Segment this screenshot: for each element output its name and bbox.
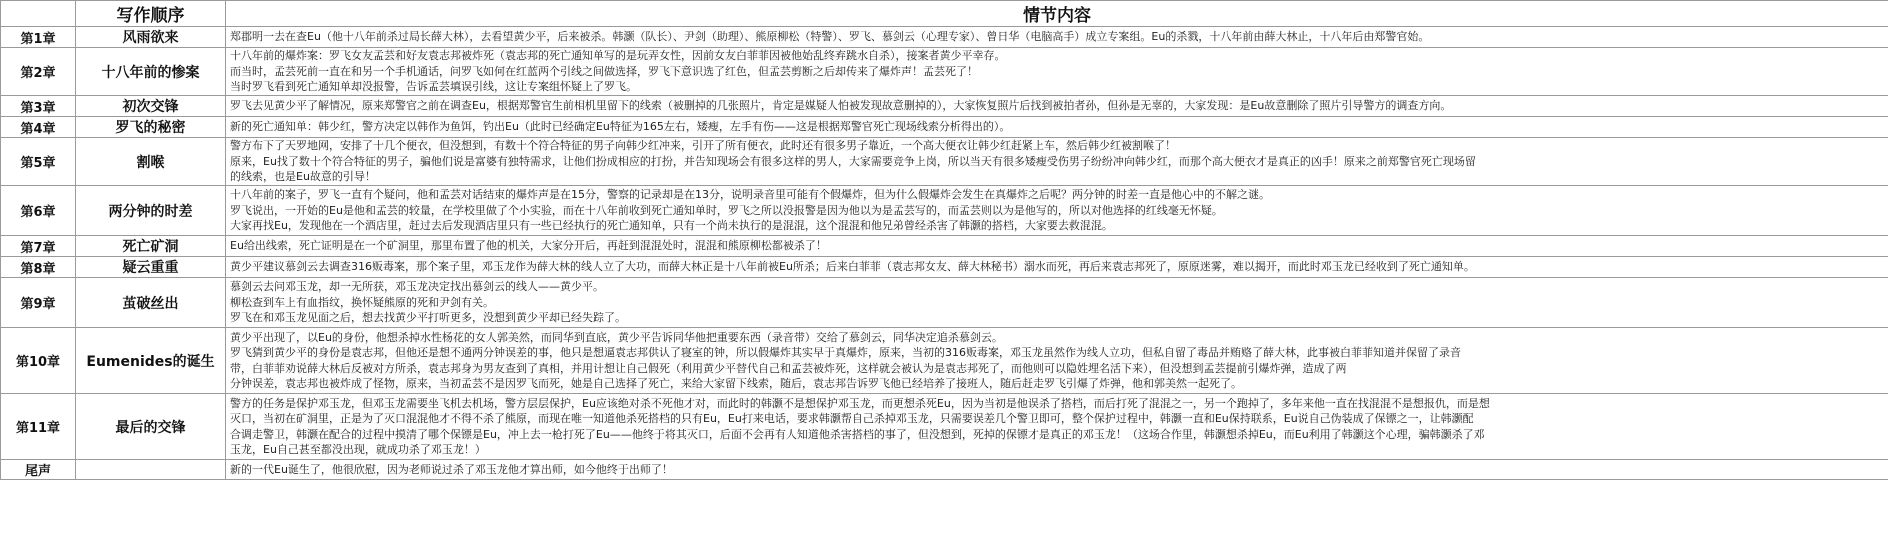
plot-line: 十八年前的案子，罗飞一直有个疑问，他和孟芸对话结束的爆炸声是在15分，警察的记录却是在13分，说明录音里可能有个假爆炸，但为什么假爆炸会发生在真爆炸之后呢？两分钟的时差一直是他心中的不解之谜。 [230, 188, 1270, 202]
chapter-title-cell[interactable]: 十八年前的惨案 [76, 48, 226, 96]
plot-line: 柳松查到车上有血指纹，换怀疑熊原的死和尹剑有关。 [230, 295, 494, 309]
plot-line: 罗飞在和邓玉龙见面之后，想去找黄少平打听更多，没想到黄少平却已经失踪了。 [230, 311, 626, 325]
table-row [1, 186, 1888, 236]
plot-line: Eu给出线索，死亡证明是在一个矿洞里，那里布置了他的机关，大家分开后，再赶到混混处时，混混和熊原柳松都被杀了！ [230, 239, 827, 253]
chapter-cell[interactable]: 第11章 [1, 394, 76, 460]
table-row [1, 138, 1888, 186]
table-row [1, 96, 1888, 117]
table-row [1, 460, 1888, 480]
chapter-cell[interactable]: 第10章 [1, 328, 76, 394]
plot-line: 带，白菲菲劝说薛大林后反被对方所杀，袁志邦身为男友查到了真相，并用计想让自己假死（利用黄少平替代自己和孟芸被炸死，这样就会被认为是袁志邦死了，而他则可以隐姓埋名活下来），但没想到孟芸提前引爆炸弹，造成了两 [230, 361, 1347, 375]
table-row [1, 27, 1888, 48]
plot-line: 慕剑云去问邓玉龙，却一无所获，邓玉龙决定找出慕剑云的线人——黄少平。 [230, 280, 604, 294]
chapter-title-cell[interactable]: 割喉 [76, 138, 226, 186]
chapter-title-cell[interactable]: 罗飞的秘密 [76, 117, 226, 138]
plot-line: 罗飞说出，一开始的Eu是他和孟芸的较量，在学校里做了个小实验，而在十八年前收到死亡通知单时，罗飞之所以没报警是因为他以为是孟芸写的，而孟芸则以为是他写的，所以对他选择的红线毫无怀疑。 [230, 203, 1223, 217]
plot-line: 当时罗飞看到死亡通知单却没报警，告诉孟芸填误引线，这让专案组怀疑上了罗飞。 [230, 80, 637, 94]
chapter-title-cell[interactable]: Eumenides的诞生 [76, 328, 226, 394]
plot-line: 的线索，也是Eu故意的引导！ [230, 170, 376, 184]
plot-line: 警方布下了天罗地网，安排了十几个便衣，但没想到，有数十个符合特征的男子向韩少红冲来，引开了所有便衣，此时还有很多男子靠近，一个高大便衣让韩少红赶紧上车，然后韩少红被割喉了！ [230, 139, 1176, 153]
plot-line: 警方的任务是保护邓玉龙，但邓玉龙需要坐飞机去机场，警方层层保护，Eu应该绝对杀不死他才对，而此时的韩灏不是想保护邓玉龙，而更想杀死Eu，因为当初是他误杀了搭档，而后打死了混混之一，另一个跑掉了，多年来他一直在找混混不是想报仇，而是想 [230, 396, 1490, 410]
plot-content-cell[interactable] [226, 96, 1888, 117]
plot-line: 合调走警卫，韩灏在配合的过程中摸清了哪个保镖是Eu，冲上去一枪打死了Eu——他终于将其灭口，后面不会再有人知道他杀害搭档的事了，但没想到，死掉的保镖才是真正的邓玉龙！（这场合作里，韩灏想杀掉Eu，而Eu利用了韩灏这个心理，骗韩灏杀了邓 [230, 427, 1485, 441]
plot-content-cell[interactable] [226, 328, 1888, 394]
plot-content-cell[interactable] [226, 460, 1888, 480]
plot-content-cell[interactable] [226, 27, 1888, 48]
table-row [1, 48, 1888, 96]
table-row [1, 257, 1888, 278]
plot-line: 大家再找Eu，发现他在一个酒店里，赶过去后发现酒店里只有一些已经执行的死亡通知单，只有一个尚未执行的是混混，这个混混和他兄弟曾经杀害了韩灏的搭档，大家要去救混混。 [230, 219, 1113, 233]
plot-line: 黄少平出现了，以Eu的身份，他想杀掉水性杨花的女人郭美然，而同华到直底，黄少平告诉同华他把重要东西（录音带）交给了慕剑云，同华决定追杀慕剑云。 [230, 330, 1003, 344]
chapter-cell[interactable]: 第7章 [1, 236, 76, 257]
plot-line: 新的死亡通知单：韩少红，警方决定以韩作为鱼饵，钓出Eu（此时已经确定Eu特征为165左右，矮瘦，左手有伤——这是根据郑警官死亡现场线索分析得出的）。 [230, 120, 1011, 134]
plot-line: 灭口，当初在矿洞里，正是为了灭口混混他才不得不杀了熊原，而现在唯一知道他杀死搭档的只有Eu，Eu打来电话，要求韩灏帮自己杀掉邓玉龙，只需要误差几个警卫即可，整个保护过程中，韩灏一直和Eu保持联系，Eu说自己伪装成了保镖之一，让韩灏配 [230, 412, 1474, 425]
chapter-cell[interactable]: 第2章 [1, 48, 76, 96]
chapter-title-cell[interactable]: 初次交锋 [76, 96, 226, 117]
header-plot-content: 情节内容 [226, 1, 1888, 27]
plot-line: 黄少平建议慕剑云去调查316贩毒案，那个案子里，邓玉龙作为薛大林的线人立了大功，而薛大林正是十八年前被Eu所杀；后来白菲菲（袁志邦女友、薛大林秘书）溺水而死，再后来袁志邦死了，原原迷雾，难以揭开，而此时邓玉龙已经收到了死亡通知单。 [230, 260, 1475, 274]
chapter-title-cell[interactable]: 风雨欲来 [76, 27, 226, 48]
chapter-cell[interactable]: 第5章 [1, 138, 76, 186]
plot-line: 罗飞去见黄少平了解情况，原来郑警官之前在调查Eu，根据郑警官生前相机里留下的线索（被删掉的几张照片，肯定是媒疑人怕被发现故意删掉的），大家恢复照片后找到被拍者孙，但孙是无辜的，大家发现：是Eu故意删除了照片引导警方的调查方向。 [230, 99, 1452, 113]
table-row [1, 117, 1888, 138]
chapter-title-cell[interactable]: 两分钟的时差 [76, 186, 226, 236]
chapter-title-cell[interactable]: 茧破丝出 [76, 278, 226, 328]
plot-line: 新的一代Eu诞生了，他很欣慰，因为老师说过杀了邓玉龙他才算出师，如今他终于出师了！ [230, 462, 673, 476]
plot-content-cell[interactable] [226, 278, 1888, 328]
plot-line: 玉龙，Eu自己甚至都没出现，就成功杀了邓玉龙！） [230, 443, 486, 456]
header-row [1, 1, 1888, 27]
plot-line: 罗飞猜到黄少平的身份是袁志邦，但他还是想不通两分钟误差的事，他只是想逼袁志邦供认了寝室的钟，所以假爆炸其实早于真爆炸，原来，当初的316贩毒案，邓玉龙虽然作为线人立功，但私自留了毒品并贿赂了薛大林，此事被白菲菲知道并保留了录音 [230, 346, 1461, 359]
chapter-title-cell[interactable]: 最后的交锋 [76, 394, 226, 460]
chapter-title-cell[interactable]: 疑云重重 [76, 257, 226, 278]
chapter-cell[interactable]: 第4章 [1, 117, 76, 138]
header-writing-order: 写作顺序 [76, 1, 226, 27]
plot-content-cell[interactable] [226, 117, 1888, 138]
chapter-cell[interactable]: 第1章 [1, 27, 76, 48]
chapter-cell[interactable]: 第6章 [1, 186, 76, 236]
plot-line: 郑郡明一去在查Eu（他十八年前杀过局长薛大林），去看望黄少平，后来被杀。韩灏（队长）、尹剑（助理）、熊原柳松（特警）、罗飞、慕剑云（心理专家）、曾日华（电脑高手）成立专案组。Eu的杀戮，十八年前由薛大林止，十八年后由郑警官始。 [230, 30, 1430, 44]
chapter-cell[interactable]: 第8章 [1, 257, 76, 278]
plot-content-cell[interactable] [226, 257, 1888, 278]
plot-line: 而当时，孟芸死前一直在和另一个手机通话，问罗飞如何在红蓝两个引线之间做选择，罗飞下意识选了红色，但孟芸剪断之后却传来了爆炸声！孟芸死了！ [230, 64, 978, 78]
plot-line: 原来，Eu找了数十个符合特征的男子，骗他们说是富婆有独特需求，让他们扮成相应的打扮，并告知现场会有很多这样的男人，大家需要竞争上岗，所以当天有很多矮瘦受伤男子纷纷冲向韩少红，而那个高大便衣才是真正的凶手！原来之前郑警官死亡现场留 [230, 154, 1476, 168]
plot-content-cell[interactable] [226, 138, 1888, 186]
table-row [1, 236, 1888, 257]
chapter-title-cell[interactable] [76, 460, 226, 480]
plot-line: 分钟误差，袁志邦也被炸成了怪物，原来，当初孟芸不是因罗飞而死，她是自己选择了死亡，来给大家留下线索，随后，袁志邦告诉罗飞他已经培养了接班人，随后赶走罗飞引爆了炸弹，他和郭美然一起死了。 [230, 377, 1242, 390]
header-chapter [1, 1, 76, 27]
plot-content-cell[interactable] [226, 48, 1888, 96]
chapter-cell[interactable]: 第9章 [1, 278, 76, 328]
table-row [1, 394, 1888, 460]
plot-line: 十八年前的爆炸案：罗飞女友孟芸和好友袁志邦被炸死（袁志邦的死亡通知单写的是玩弄女性，因前女友白菲菲因被他始乱终弃跳水自杀），接案者黄少平幸存。 [230, 49, 1006, 63]
plot-content-cell[interactable] [226, 394, 1888, 460]
chapter-title-cell[interactable]: 死亡矿洞 [76, 236, 226, 257]
chapter-cell[interactable]: 尾声 [1, 460, 76, 480]
plot-content-cell[interactable] [226, 236, 1888, 257]
chapter-cell[interactable]: 第3章 [1, 96, 76, 117]
plot-content-cell[interactable] [226, 186, 1888, 236]
table-row [1, 328, 1888, 394]
table-row [1, 278, 1888, 328]
